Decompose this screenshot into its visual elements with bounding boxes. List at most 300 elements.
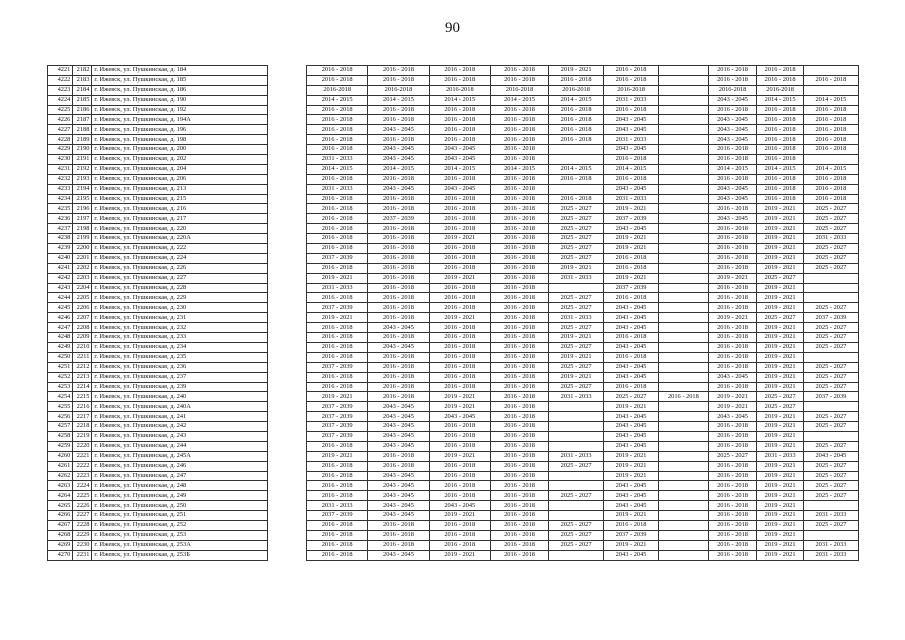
period-col-7-cell bbox=[659, 184, 709, 194]
period-col-10-cell: 2037 - 2039 bbox=[803, 392, 858, 402]
period-col-3-cell: 2016 - 2018 bbox=[429, 303, 490, 313]
table-row bbox=[48, 263, 859, 273]
gap-cell bbox=[267, 253, 306, 263]
period-col-6-cell: 2037 - 2039 bbox=[604, 214, 659, 224]
period-col-6-cell: 2043 - 2045 bbox=[604, 125, 659, 135]
house-id-cell: 2230 bbox=[73, 540, 92, 550]
period-col-5-cell bbox=[549, 412, 604, 422]
house-id-cell: 2221 bbox=[73, 451, 92, 461]
period-col-6-cell: 2016 - 2018 bbox=[604, 382, 659, 392]
period-col-8-cell: 2016 - 2018 bbox=[708, 244, 757, 254]
house-id-cell: 2225 bbox=[73, 491, 92, 501]
gap-cell bbox=[267, 323, 306, 333]
period-col-3-cell: 2016 - 2018 bbox=[429, 491, 490, 501]
gap-cell bbox=[267, 461, 306, 471]
period-col-1-cell: 2037 - 2039 bbox=[307, 431, 368, 441]
period-col-1-cell: 2016 - 2018 bbox=[307, 135, 368, 145]
period-col-6-cell: 2016 - 2018 bbox=[604, 293, 659, 303]
table-row bbox=[48, 491, 859, 501]
row-number-cell: 4257 bbox=[48, 422, 73, 432]
table-row bbox=[48, 362, 859, 372]
gap-cell bbox=[267, 471, 306, 481]
period-col-9-cell: 2014 - 2015 bbox=[757, 95, 804, 105]
house-id-cell: 2196 bbox=[73, 204, 92, 214]
table-row bbox=[48, 501, 859, 511]
period-col-6-cell: 2043 - 2045 bbox=[604, 224, 659, 234]
period-col-2-cell: 2043 - 2045 bbox=[368, 422, 429, 432]
period-col-8-cell: 2043 - 2045 bbox=[708, 412, 757, 422]
period-col-3-cell: 2019 - 2021 bbox=[429, 273, 490, 283]
period-col-6-cell: 2019 - 2021 bbox=[604, 273, 659, 283]
period-col-10-cell bbox=[803, 501, 858, 511]
period-col-9-cell: 2025 - 2027 bbox=[757, 313, 804, 323]
period-col-1-cell: 2016 - 2018 bbox=[307, 194, 368, 204]
period-col-3-cell: 2043 - 2045 bbox=[429, 145, 490, 155]
period-col-2-cell: 2043 - 2045 bbox=[368, 155, 429, 165]
table-row bbox=[48, 342, 859, 352]
address-cell: г. Ижевск, ул. Пушкинская, д. 204 bbox=[92, 164, 268, 174]
period-col-8-cell: 2016 - 2018 bbox=[708, 66, 757, 76]
period-col-1-cell: 2037 - 2039 bbox=[307, 412, 368, 422]
period-col-1-cell: 2037 - 2039 bbox=[307, 511, 368, 521]
period-col-7-cell bbox=[659, 540, 709, 550]
table-row bbox=[48, 540, 859, 550]
period-col-7-cell bbox=[659, 471, 709, 481]
period-col-1-cell: 2016 - 2018 bbox=[307, 372, 368, 382]
period-col-3-cell: 2016 - 2018 bbox=[429, 422, 490, 432]
period-col-7-cell bbox=[659, 313, 709, 323]
house-id-cell: 2215 bbox=[73, 392, 92, 402]
row-number-cell: 4254 bbox=[48, 392, 73, 402]
address-cell: г. Ижевск, ул. Пушкинская, д. 229 bbox=[92, 293, 268, 303]
period-col-10-cell bbox=[803, 66, 858, 76]
period-col-10-cell: 2016 - 2018 bbox=[803, 194, 858, 204]
period-col-1-cell: 2031 - 2033 bbox=[307, 283, 368, 293]
period-col-4-cell: 2016 - 2018 bbox=[490, 214, 548, 224]
period-col-3-cell: 2019 - 2021 bbox=[429, 402, 490, 412]
period-col-3-cell: 2019 - 2021 bbox=[429, 550, 490, 560]
period-col-9-cell: 2019 - 2021 bbox=[757, 283, 804, 293]
period-col-8-cell: 2016 - 2018 bbox=[708, 441, 757, 451]
period-col-8-cell: 2016 - 2018 bbox=[708, 362, 757, 372]
gap-cell bbox=[267, 540, 306, 550]
period-col-4-cell: 2016 - 2018 bbox=[490, 422, 548, 432]
period-col-5-cell: 2031 - 2033 bbox=[549, 451, 604, 461]
period-col-8-cell: 2016 - 2018 bbox=[708, 105, 757, 115]
address-cell: г. Ижевск, ул. Пушкинская, д. 234 bbox=[92, 342, 268, 352]
period-col-10-cell: 2025 - 2027 bbox=[803, 362, 858, 372]
period-col-8-cell: 2016 - 2018 bbox=[708, 382, 757, 392]
address-cell: г. Ижевск, ул. Пушкинская, д. 227 bbox=[92, 273, 268, 283]
period-col-5-cell: 2016 - 2018 bbox=[549, 75, 604, 85]
period-col-2-cell: 2016 - 2018 bbox=[368, 75, 429, 85]
table-row bbox=[48, 402, 859, 412]
period-col-4-cell: 2016 - 2018 bbox=[490, 352, 548, 362]
period-col-3-cell: 2016 - 2018 bbox=[429, 105, 490, 115]
period-col-3-cell: 2016 - 2018 bbox=[429, 66, 490, 76]
period-col-7-cell bbox=[659, 333, 709, 343]
period-col-9-cell: 2019 - 2021 bbox=[757, 501, 804, 511]
row-number-cell: 4251 bbox=[48, 362, 73, 372]
period-col-1-cell: 2016 - 2018 bbox=[307, 125, 368, 135]
period-col-6-cell: 2031 - 2033 bbox=[604, 194, 659, 204]
period-col-1-cell: 2016 - 2018 bbox=[307, 75, 368, 85]
address-cell: г. Ижевск, ул. Пушкинская, д. 215 bbox=[92, 194, 268, 204]
gap-cell bbox=[267, 105, 306, 115]
table-row bbox=[48, 511, 859, 521]
period-col-2-cell: 2043 - 2045 bbox=[368, 323, 429, 333]
period-col-6-cell: 2043 - 2045 bbox=[604, 501, 659, 511]
period-col-6-cell: 2019 - 2021 bbox=[604, 461, 659, 471]
period-col-2-cell: 2043 - 2045 bbox=[368, 412, 429, 422]
house-id-cell: 2214 bbox=[73, 382, 92, 392]
period-col-1-cell: 2019 - 2021 bbox=[307, 313, 368, 323]
house-id-cell: 2211 bbox=[73, 352, 92, 362]
house-id-cell: 2200 bbox=[73, 244, 92, 254]
gap-cell bbox=[267, 501, 306, 511]
period-col-4-cell: 2016 - 2018 bbox=[490, 471, 548, 481]
period-col-5-cell: 2016-2018 bbox=[549, 85, 604, 95]
gap-cell bbox=[267, 125, 306, 135]
house-id-cell: 2182 bbox=[73, 66, 92, 76]
period-col-3-cell: 2016 - 2018 bbox=[429, 204, 490, 214]
period-col-6-cell: 2019 - 2021 bbox=[604, 471, 659, 481]
period-col-4-cell: 2016 - 2018 bbox=[490, 273, 548, 283]
house-id-cell: 2207 bbox=[73, 313, 92, 323]
period-col-9-cell: 2016 - 2018 bbox=[757, 184, 804, 194]
period-col-4-cell: 2016 - 2018 bbox=[490, 234, 548, 244]
period-col-6-cell: 2043 - 2045 bbox=[604, 145, 659, 155]
gap-cell bbox=[267, 244, 306, 254]
period-col-7-cell bbox=[659, 520, 709, 530]
period-col-5-cell: 2014 - 2015 bbox=[549, 95, 604, 105]
period-col-10-cell: 2025 - 2027 bbox=[803, 372, 858, 382]
period-col-3-cell: 2043 - 2045 bbox=[429, 184, 490, 194]
period-col-10-cell: 2025 - 2027 bbox=[803, 481, 858, 491]
row-number-cell: 4269 bbox=[48, 540, 73, 550]
period-col-7-cell bbox=[659, 194, 709, 204]
period-col-7-cell bbox=[659, 75, 709, 85]
period-col-10-cell: 2025 - 2027 bbox=[803, 303, 858, 313]
period-col-10-cell: 2016 - 2018 bbox=[803, 115, 858, 125]
address-cell: г. Ижевск, ул. Пушкинская, д. 200 bbox=[92, 145, 268, 155]
row-number-cell: 4240 bbox=[48, 253, 73, 263]
period-col-8-cell: 2025 - 2027 bbox=[708, 451, 757, 461]
period-col-5-cell bbox=[549, 422, 604, 432]
period-col-4-cell: 2016 - 2018 bbox=[490, 402, 548, 412]
period-col-4-cell: 2016 - 2018 bbox=[490, 530, 548, 540]
period-col-7-cell bbox=[659, 283, 709, 293]
table-row bbox=[48, 520, 859, 530]
period-col-3-cell: 2014 - 2015 bbox=[429, 95, 490, 105]
period-col-1-cell: 2016 - 2018 bbox=[307, 550, 368, 560]
period-col-7-cell bbox=[659, 362, 709, 372]
table-row bbox=[48, 303, 859, 313]
period-col-1-cell: 2016 - 2018 bbox=[307, 234, 368, 244]
period-col-2-cell: 2016 - 2018 bbox=[368, 362, 429, 372]
period-col-5-cell bbox=[549, 550, 604, 560]
period-col-8-cell: 2014 - 2015 bbox=[708, 164, 757, 174]
house-id-cell: 2189 bbox=[73, 135, 92, 145]
address-cell: г. Ижевск, ул. Пушкинская, д. 252 bbox=[92, 520, 268, 530]
period-col-2-cell: 2016 - 2018 bbox=[368, 520, 429, 530]
period-col-2-cell: 2043 - 2045 bbox=[368, 402, 429, 412]
period-col-2-cell: 2016 - 2018 bbox=[368, 283, 429, 293]
period-col-1-cell: 2016 - 2018 bbox=[307, 244, 368, 254]
period-col-5-cell bbox=[549, 431, 604, 441]
gap-cell bbox=[267, 224, 306, 234]
period-col-1-cell: 2019 - 2021 bbox=[307, 273, 368, 283]
period-col-1-cell: 2016 - 2018 bbox=[307, 204, 368, 214]
period-col-8-cell: 2016 - 2018 bbox=[708, 342, 757, 352]
period-col-3-cell: 2019 - 2021 bbox=[429, 451, 490, 461]
row-number-cell: 4224 bbox=[48, 95, 73, 105]
table-row bbox=[48, 234, 859, 244]
period-col-1-cell: 2031 - 2033 bbox=[307, 184, 368, 194]
period-col-9-cell: 2016 - 2018 bbox=[757, 174, 804, 184]
period-col-6-cell: 2043 - 2045 bbox=[604, 550, 659, 560]
house-id-cell: 2201 bbox=[73, 253, 92, 263]
period-col-2-cell: 2043 - 2045 bbox=[368, 125, 429, 135]
period-col-3-cell: 2043 - 2045 bbox=[429, 412, 490, 422]
row-number-cell: 4236 bbox=[48, 214, 73, 224]
house-id-cell: 2193 bbox=[73, 174, 92, 184]
period-col-10-cell: 2016 - 2018 bbox=[803, 174, 858, 184]
period-col-9-cell: 2019 - 2021 bbox=[757, 342, 804, 352]
gap-cell bbox=[267, 184, 306, 194]
period-col-7-cell bbox=[659, 115, 709, 125]
period-col-6-cell: 2016 - 2018 bbox=[604, 75, 659, 85]
gap-cell bbox=[267, 382, 306, 392]
period-col-6-cell: 2043 - 2045 bbox=[604, 481, 659, 491]
period-col-5-cell bbox=[549, 511, 604, 521]
period-col-9-cell: 2019 - 2021 bbox=[757, 511, 804, 521]
period-col-1-cell: 2019 - 2021 bbox=[307, 392, 368, 402]
period-col-8-cell: 2016 - 2018 bbox=[708, 471, 757, 481]
table-row bbox=[48, 224, 859, 234]
period-col-7-cell bbox=[659, 234, 709, 244]
period-col-3-cell: 2016-2018 bbox=[429, 85, 490, 95]
period-col-2-cell: 2014 - 2015 bbox=[368, 95, 429, 105]
row-number-cell: 4221 bbox=[48, 66, 73, 76]
period-col-10-cell: 2043 - 2045 bbox=[803, 451, 858, 461]
row-number-cell: 4260 bbox=[48, 451, 73, 461]
address-cell: г. Ижевск, ул. Пушкинская, д. 190 bbox=[92, 95, 268, 105]
period-col-7-cell bbox=[659, 550, 709, 560]
period-col-10-cell bbox=[803, 530, 858, 540]
house-id-cell: 2205 bbox=[73, 293, 92, 303]
period-col-8-cell: 2043 - 2045 bbox=[708, 184, 757, 194]
gap-cell bbox=[267, 283, 306, 293]
period-col-10-cell bbox=[803, 85, 858, 95]
period-col-2-cell: 2016 - 2018 bbox=[368, 352, 429, 362]
period-col-9-cell: 2019 - 2021 bbox=[757, 372, 804, 382]
address-cell: г. Ижевск, ул. Пушкинская, д. 198 bbox=[92, 135, 268, 145]
period-col-1-cell: 2016 - 2018 bbox=[307, 66, 368, 76]
period-col-4-cell: 2016 - 2018 bbox=[490, 333, 548, 343]
period-col-3-cell: 2014 - 2015 bbox=[429, 164, 490, 174]
period-col-3-cell: 2016 - 2018 bbox=[429, 382, 490, 392]
house-id-cell: 2219 bbox=[73, 431, 92, 441]
period-col-2-cell: 2016-2018 bbox=[368, 85, 429, 95]
house-id-cell: 2216 bbox=[73, 402, 92, 412]
row-number-cell: 4228 bbox=[48, 135, 73, 145]
period-col-7-cell bbox=[659, 422, 709, 432]
period-col-9-cell: 2019 - 2021 bbox=[757, 491, 804, 501]
gap-cell bbox=[267, 342, 306, 352]
gap-cell bbox=[267, 164, 306, 174]
period-col-10-cell: 2031 - 2033 bbox=[803, 540, 858, 550]
period-col-7-cell bbox=[659, 263, 709, 273]
row-number-cell: 4245 bbox=[48, 303, 73, 313]
period-col-9-cell: 2016 - 2018 bbox=[757, 105, 804, 115]
table-row bbox=[48, 481, 859, 491]
house-id-cell: 2231 bbox=[73, 550, 92, 560]
period-col-9-cell: 2019 - 2021 bbox=[757, 333, 804, 343]
row-number-cell: 4243 bbox=[48, 283, 73, 293]
period-col-10-cell: 2025 - 2027 bbox=[803, 412, 858, 422]
period-col-10-cell: 2025 - 2027 bbox=[803, 323, 858, 333]
period-col-8-cell: 2016 - 2018 bbox=[708, 303, 757, 313]
period-col-8-cell: 2016 - 2018 bbox=[708, 333, 757, 343]
period-col-9-cell: 2016-2018 bbox=[757, 85, 804, 95]
period-col-2-cell: 2043 - 2045 bbox=[368, 501, 429, 511]
period-col-4-cell: 2016 - 2018 bbox=[490, 461, 548, 471]
period-col-4-cell: 2016 - 2018 bbox=[490, 342, 548, 352]
period-col-5-cell: 2025 - 2027 bbox=[549, 382, 604, 392]
row-number-cell: 4239 bbox=[48, 244, 73, 254]
table-row bbox=[48, 155, 859, 165]
row-number-cell: 4262 bbox=[48, 471, 73, 481]
period-col-6-cell: 2019 - 2021 bbox=[604, 244, 659, 254]
period-col-6-cell: 2019 - 2021 bbox=[604, 234, 659, 244]
period-col-8-cell: 2016 - 2018 bbox=[708, 204, 757, 214]
period-col-1-cell: 2016 - 2018 bbox=[307, 530, 368, 540]
gap-cell bbox=[267, 234, 306, 244]
house-id-cell: 2217 bbox=[73, 412, 92, 422]
period-col-9-cell: 2019 - 2021 bbox=[757, 352, 804, 362]
row-number-cell: 4231 bbox=[48, 164, 73, 174]
period-col-7-cell bbox=[659, 164, 709, 174]
period-col-1-cell: 2016 - 2018 bbox=[307, 115, 368, 125]
period-col-7-cell bbox=[659, 372, 709, 382]
period-col-1-cell: 2016 - 2018 bbox=[307, 382, 368, 392]
period-col-7-cell bbox=[659, 352, 709, 362]
period-col-10-cell: 2031 - 2033 bbox=[803, 234, 858, 244]
period-col-9-cell: 2019 - 2021 bbox=[757, 481, 804, 491]
period-col-2-cell: 2016 - 2018 bbox=[368, 244, 429, 254]
period-col-5-cell: 2031 - 2033 bbox=[549, 392, 604, 402]
period-col-1-cell: 2016 - 2018 bbox=[307, 342, 368, 352]
period-col-8-cell: 2016 - 2018 bbox=[708, 293, 757, 303]
period-col-4-cell: 2016 - 2018 bbox=[490, 244, 548, 254]
period-col-2-cell: 2016 - 2018 bbox=[368, 303, 429, 313]
period-col-4-cell: 2016 - 2018 bbox=[490, 125, 548, 135]
row-number-cell: 4253 bbox=[48, 382, 73, 392]
period-col-10-cell: 2025 - 2027 bbox=[803, 471, 858, 481]
period-col-7-cell bbox=[659, 244, 709, 254]
period-col-10-cell: 2016 - 2018 bbox=[803, 105, 858, 115]
period-col-3-cell: 2016 - 2018 bbox=[429, 125, 490, 135]
period-col-1-cell: 2016 - 2018 bbox=[307, 461, 368, 471]
period-col-5-cell: 2025 - 2027 bbox=[549, 540, 604, 550]
period-col-9-cell: 2019 - 2021 bbox=[757, 214, 804, 224]
address-cell: г. Ижевск, ул. Пушкинская, д. 253 bbox=[92, 530, 268, 540]
address-cell: г. Ижевск, ул. Пушкинская, д. 231 bbox=[92, 313, 268, 323]
period-col-6-cell: 2043 - 2045 bbox=[604, 431, 659, 441]
period-col-6-cell: 2043 - 2045 bbox=[604, 313, 659, 323]
period-col-1-cell: 2016 - 2018 bbox=[307, 491, 368, 501]
period-col-3-cell: 2016 - 2018 bbox=[429, 244, 490, 254]
house-id-cell: 2227 bbox=[73, 511, 92, 521]
table-row bbox=[48, 323, 859, 333]
house-id-cell: 2188 bbox=[73, 125, 92, 135]
period-col-10-cell bbox=[803, 155, 858, 165]
period-col-10-cell: 2025 - 2027 bbox=[803, 491, 858, 501]
period-col-9-cell: 2016 - 2018 bbox=[757, 155, 804, 165]
period-col-5-cell: 2016 - 2018 bbox=[549, 135, 604, 145]
period-col-5-cell: 2025 - 2027 bbox=[549, 214, 604, 224]
address-cell: г. Ижевск, ул. Пушкинская, д. 247 bbox=[92, 471, 268, 481]
period-col-10-cell: 2016 - 2018 bbox=[803, 75, 858, 85]
address-cell: г. Ижевск, ул. Пушкинская, д. 226 bbox=[92, 263, 268, 273]
period-col-9-cell: 2019 - 2021 bbox=[757, 303, 804, 313]
period-col-6-cell: 2019 - 2021 bbox=[604, 204, 659, 214]
row-number-cell: 4267 bbox=[48, 520, 73, 530]
period-col-3-cell: 2016 - 2018 bbox=[429, 323, 490, 333]
row-number-cell: 4223 bbox=[48, 85, 73, 95]
address-cell: г. Ижевск, ул. Пушкинская, д. 217 bbox=[92, 214, 268, 224]
period-col-5-cell: 2025 - 2027 bbox=[549, 491, 604, 501]
period-col-5-cell: 2031 - 2033 bbox=[549, 313, 604, 323]
period-col-9-cell: 2019 - 2021 bbox=[757, 471, 804, 481]
address-cell: г. Ижевск, ул. Пушкинская, д. 240 bbox=[92, 392, 268, 402]
period-col-8-cell: 2016 - 2018 bbox=[708, 174, 757, 184]
gap-cell bbox=[267, 481, 306, 491]
period-col-6-cell: 2025 - 2027 bbox=[604, 392, 659, 402]
period-col-8-cell: 2016 - 2018 bbox=[708, 550, 757, 560]
period-col-1-cell: 2016 - 2018 bbox=[307, 540, 368, 550]
period-col-2-cell: 2043 - 2045 bbox=[368, 441, 429, 451]
repair-schedule-table bbox=[47, 65, 859, 561]
period-col-3-cell: 2043 - 2045 bbox=[429, 501, 490, 511]
period-col-3-cell: 2016 - 2018 bbox=[429, 431, 490, 441]
period-col-7-cell bbox=[659, 342, 709, 352]
row-number-cell: 4268 bbox=[48, 530, 73, 540]
period-col-1-cell: 2016 - 2018 bbox=[307, 333, 368, 343]
row-number-cell: 4233 bbox=[48, 184, 73, 194]
period-col-8-cell: 2016 - 2018 bbox=[708, 422, 757, 432]
gap-cell bbox=[267, 362, 306, 372]
row-number-cell: 4226 bbox=[48, 115, 73, 125]
address-cell: г. Ижевск, ул. Пушкинская, д. 243 bbox=[92, 431, 268, 441]
address-cell: г. Ижевск, ул. Пушкинская, д. 228 bbox=[92, 283, 268, 293]
period-col-9-cell: 2019 - 2021 bbox=[757, 441, 804, 451]
period-col-10-cell bbox=[803, 293, 858, 303]
row-number-cell: 4252 bbox=[48, 372, 73, 382]
period-col-4-cell: 2016 - 2018 bbox=[490, 115, 548, 125]
period-col-9-cell: 2014 - 2015 bbox=[757, 164, 804, 174]
period-col-3-cell: 2016 - 2018 bbox=[429, 372, 490, 382]
house-id-cell: 2191 bbox=[73, 155, 92, 165]
row-number-cell: 4241 bbox=[48, 263, 73, 273]
house-id-cell: 2220 bbox=[73, 441, 92, 451]
gap-cell bbox=[267, 95, 306, 105]
period-col-10-cell: 2025 - 2027 bbox=[803, 441, 858, 451]
period-col-8-cell: 2016 - 2018 bbox=[708, 461, 757, 471]
period-col-8-cell: 2019 - 2021 bbox=[708, 273, 757, 283]
period-col-8-cell: 2043 - 2045 bbox=[708, 214, 757, 224]
